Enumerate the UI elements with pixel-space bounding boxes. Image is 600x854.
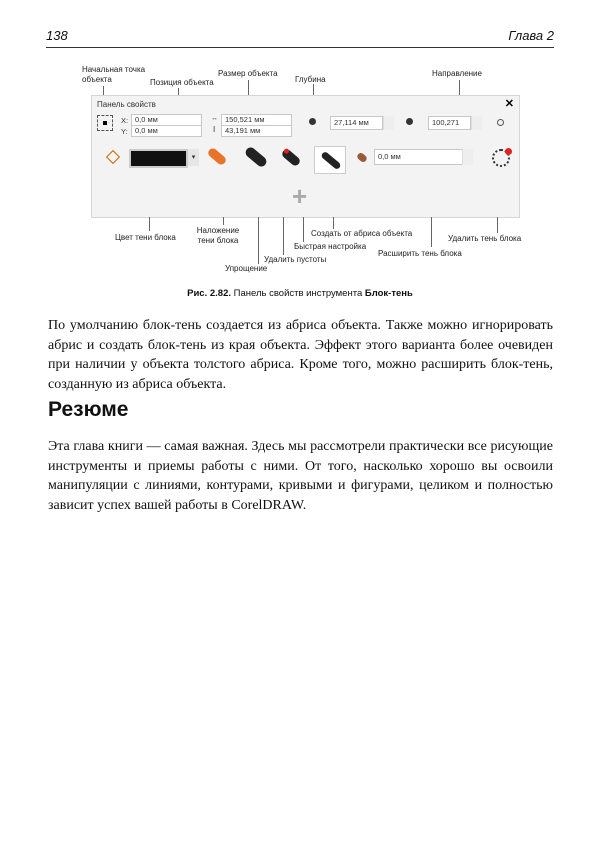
depth-icon: [309, 118, 316, 125]
label-size: Размер объекта: [218, 69, 278, 78]
width-input[interactable]: 150,521 мм: [221, 114, 292, 126]
caption-bold: Блок-тень: [364, 288, 413, 299]
leader-line: [283, 217, 284, 255]
x-label: X:: [121, 116, 129, 125]
leader-line: [149, 217, 150, 231]
label-expand-shadow: Расширить тень блока: [378, 249, 462, 258]
direction-spinner[interactable]: [471, 116, 482, 130]
expand-shadow-icon: [356, 152, 368, 164]
fill-color-icon: [106, 150, 120, 164]
create-from-outline-button[interactable]: [314, 146, 346, 174]
chapter-title: Глава 2: [508, 28, 554, 43]
add-icon[interactable]: +: [292, 181, 308, 211]
leader-line: [303, 217, 304, 242]
depth-spinner[interactable]: [383, 116, 394, 130]
depth-input[interactable]: 27,114 мм: [330, 116, 383, 130]
leader-line: [178, 88, 179, 95]
label-direction: Направление: [432, 69, 482, 78]
header-rule: [46, 47, 554, 48]
paragraph-2: Эта глава книги — самая важная. Здесь мы рассмотрели практически все рисующие инструменты и приемы работы с ними. От того, насколько хорошо вы освоили манипуляции с линиями, контурами, кривыми и фигурами, целиком и полностью зависит успех вашей работы в CorelDRAW.: [48, 439, 553, 513]
direction-icon: [406, 118, 413, 125]
caption-number: Рис. 2.82.: [187, 288, 231, 299]
leader-line: [313, 84, 314, 95]
section-heading: Резюме: [48, 398, 129, 421]
height-input[interactable]: 43,191 мм: [221, 125, 292, 137]
close-icon[interactable]: ✕: [504, 98, 514, 110]
label-simplify: Упрощение: [225, 264, 268, 273]
overprint-icon[interactable]: [206, 147, 227, 167]
expand-spinner[interactable]: [462, 149, 473, 165]
leader-line: [248, 80, 249, 95]
leader-line: [431, 217, 432, 247]
paragraph-1: По умолчанию блок-тень создается из абриса объекта. Также можно игнорировать абрис и создать блок-тень из края объекта. Эффект этого варианта более очевиден при наличии у объекта толстого абриса. Кроме того, можно расширить блок-тень, созданную из абриса объекта.: [48, 318, 553, 392]
caption-text: Панель свойств инструмента: [231, 288, 365, 299]
origin-grid-icon[interactable]: [97, 115, 113, 131]
x-position-input[interactable]: 0,0 мм: [131, 114, 202, 126]
y-label: Y:: [121, 127, 128, 136]
shadow-color-swatch[interactable]: [129, 149, 188, 168]
remove-holes-icon[interactable]: [280, 148, 301, 168]
leader-line: [333, 217, 334, 229]
label-create-from-outline: Создать от абриса объекта: [311, 229, 413, 238]
leader-line: [258, 217, 259, 264]
page-number: 138: [46, 28, 68, 43]
leader-line: [223, 217, 224, 225]
label-quick-setup: Быстрая настройка: [294, 242, 367, 251]
panel-title: Панель свойств: [97, 100, 156, 109]
leader-line: [459, 80, 460, 95]
label-delete-shadow: Удалить тень блока: [448, 234, 522, 243]
label-depth: Глубина: [295, 75, 326, 84]
simplify-icon[interactable]: [244, 145, 269, 168]
label-position: Позиция объекта: [150, 78, 214, 87]
label-origin: Начальная точка объекта: [82, 65, 146, 84]
circle-icon[interactable]: [497, 119, 504, 126]
expand-shadow-input[interactable]: 0,0 мм: [374, 149, 464, 165]
chevron-down-icon[interactable]: ▾: [188, 149, 199, 166]
direction-input[interactable]: 100,271: [428, 116, 471, 130]
label-remove-holes: Удалить пустоты: [264, 255, 327, 264]
y-position-input[interactable]: 0,0 мм: [131, 125, 202, 137]
figure-caption: [0, 288, 600, 299]
property-bar-panel: [91, 95, 520, 218]
width-icon: ↔: [211, 115, 218, 122]
delete-shadow-icon[interactable]: [492, 149, 510, 167]
height-icon: I: [213, 125, 216, 134]
label-overprint: Наложение тени блока: [196, 226, 240, 245]
leader-line: [497, 217, 498, 233]
leader-line: [103, 86, 104, 95]
label-shadow-color: Цвет тени блока: [115, 233, 176, 242]
